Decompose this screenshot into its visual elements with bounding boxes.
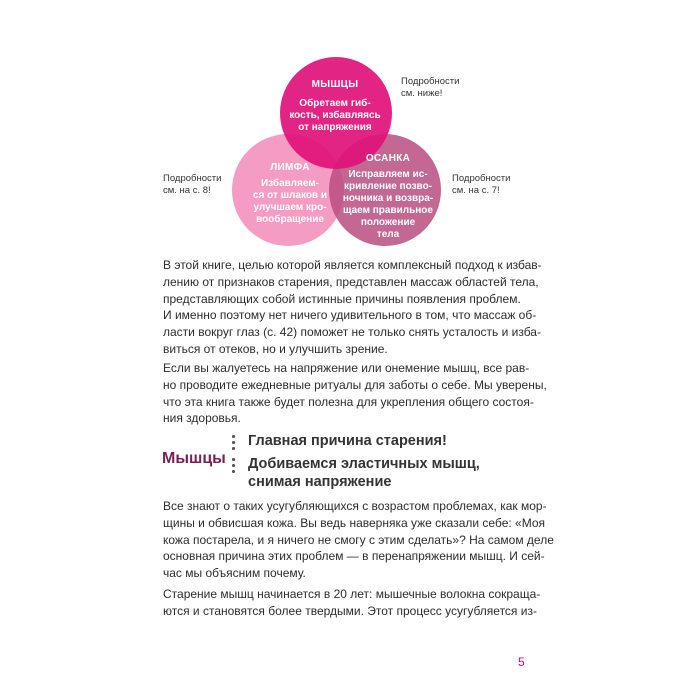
posture-note [452,173,510,197]
posture-line-1: Исправляем ис- [348,169,428,180]
page-number: 5 [518,655,525,669]
muscles-note-line-1: Подробности [401,76,460,87]
muscles-line-3: от напряжения [298,122,372,133]
lymph-line-4: вообращение [256,214,324,225]
bullet-dots-icon [232,435,236,453]
paragraph-2 [163,360,547,427]
paragraph-3 [163,498,554,582]
posture-line-2: кривление позво- [343,181,433,192]
lymph-line-3: улучшаем кро- [253,202,327,213]
lymph-note [163,173,221,197]
lymph-note-line-1: Подробности [163,173,222,184]
p2-line: но проводите ежедневные ритуалы для заботы о себе. Мы уверены, [163,377,547,392]
p2-line: ния здоровья. [163,411,241,426]
muscles-title: МЫШЦЫ [311,79,359,90]
posture-line-6: тела [376,229,400,240]
bullet-dots-icon [232,458,236,476]
lymph-note-line-2: см. на с. 8! [163,185,211,196]
p3-line: щины и обвисшая кожа. Вы ведь наверняка уже сказали себе: «Моя [163,515,546,530]
p3-line: Все знают о таких усугубляющихся с возрастом проблемах, как мор- [163,499,547,513]
lymph-title: ЛИМФА [270,162,310,173]
p3-line: основная причина этих проблем — в перенапряжении мышц. И сей- [163,549,545,564]
p1-line: лению от признаков старения, представлен массаж областей тела, [163,274,539,289]
posture-note-line-2: см. на с. 7! [452,185,500,196]
muscles-line-2: кость, избавляясь [289,110,381,121]
section-heading-2-line-1: Добиваемся эластичных мышц, [248,456,480,472]
section-heading-2-line-2: снимая напряжение [248,474,392,490]
posture-line-4: щаем правильное [343,205,433,216]
lymph-line-1: Избавляем- [260,178,320,189]
muscles-note-line-2: см. ниже! [401,88,443,99]
posture-line-3: ночника и возвра- [342,193,434,204]
p4-line: Старение мышц начинается в 20 лет: мышечные волокна сокраща- [163,587,541,601]
p4-line: ются и становятся более твердыми. Этот процесс усугубляется из- [163,603,537,618]
section-heading-1: Главная причина старения! [248,433,447,449]
posture-title: ОСАНКА [365,153,411,164]
p1-line: виться от отеков, но и улучшить зрение. [163,341,388,356]
section-label: Мышцы [162,450,226,467]
p2-line: Если вы жалуетесь на напряжение или онемение мышц, все рав- [163,361,530,375]
p3-line: кожа постарела, и я ничего не смогу с этим сделать»? На самом деле [163,532,554,547]
muscles-line-1: Обретаем гиб- [299,98,371,109]
p1-line: ласти вокруг глаз (с. 42) поможет не только снять усталость и изба- [163,325,541,340]
paragraph-1 [163,257,541,358]
paragraph-4 [163,586,541,620]
p2-line: что эта книга также будет полезна для укрепления общего состоя- [163,394,534,409]
posture-line-5: положение [360,217,416,228]
p1-line: И именно поэтому нет ничего удивительного в том, что массаж об- [163,308,537,323]
p3-line: час мы объясним почему. [163,566,306,581]
venn-diagram [0,0,700,250]
muscles-note [401,76,459,100]
p1-line: В этой книге, целью которой является комплексный подход к избав- [163,258,542,272]
lymph-line-2: ся от шлаков и [252,190,328,201]
p1-line: представляющих собой истинные причины появления проблем. [163,291,521,306]
posture-note-line-1: Подробности [452,173,511,184]
